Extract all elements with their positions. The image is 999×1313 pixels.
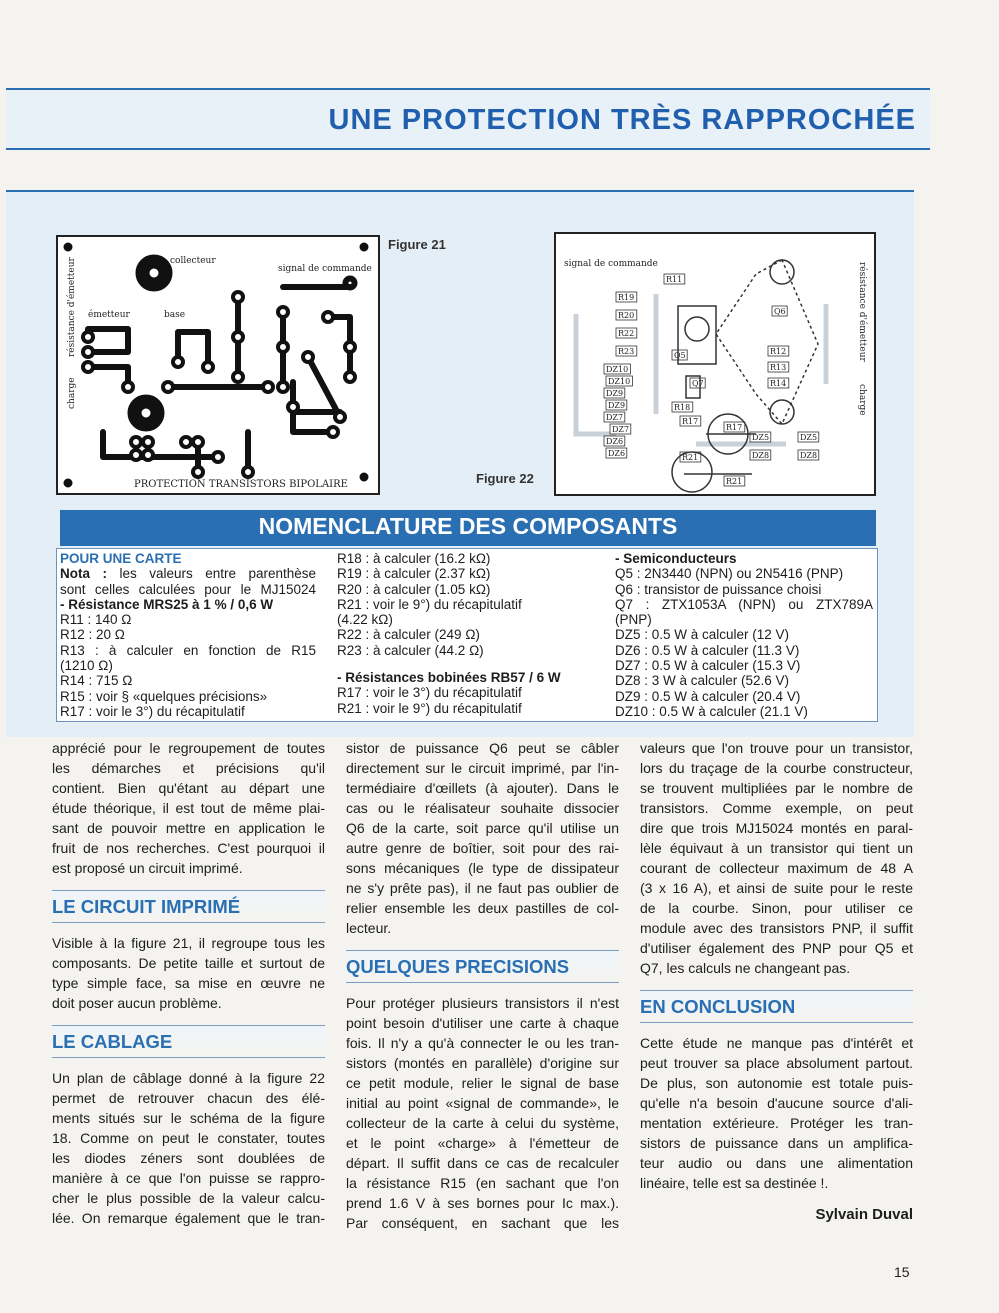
part-label: DZ5 bbox=[752, 433, 770, 442]
text-line: dire que trois MJ15024 montés en paral- bbox=[640, 820, 913, 836]
nom-item: (1210 Ω) bbox=[60, 658, 113, 674]
text-line: termédiaire d'œillets (à ajouter). Dans le bbox=[346, 780, 619, 796]
text-line: courant de collecteur maximum de 48 A bbox=[640, 860, 913, 876]
text-line: autre genre de boîtier, soit pour des rai- bbox=[346, 840, 619, 856]
heading-circuit-imprime: LE CIRCUIT IMPRIMÉ bbox=[52, 890, 325, 923]
nom-semi-heading: - Semiconducteurs bbox=[615, 551, 737, 566]
nom-item: R23 : à calculer (44.2 Ω) bbox=[337, 642, 484, 658]
text-line: ments situés sur le schéma de la figure bbox=[52, 1110, 325, 1126]
paragraph-precisions bbox=[346, 993, 619, 1233]
nom-item: (PNP) bbox=[615, 612, 652, 628]
part-label: DZ6 bbox=[608, 449, 626, 458]
nomenclature-title: NOMENCLATURE DES COMPOSANTS bbox=[258, 513, 678, 539]
text-line: sistors de puissance dans un amplifica- bbox=[640, 1135, 913, 1151]
text-line: prend 1.6 V à ses bornes pour Ic max.). bbox=[346, 1195, 619, 1211]
text-line: et le point «charge» à l'émetteur de bbox=[346, 1135, 619, 1151]
article-col-3 bbox=[640, 738, 913, 1225]
text-line: directement sur le circuit imprimé, par l'in- bbox=[346, 760, 619, 776]
text-line: initial au point «signal de commande», le bbox=[346, 1095, 619, 1111]
text-line: composants. De petite taille et surtout de bbox=[52, 955, 325, 971]
part-label: R13 bbox=[770, 363, 787, 372]
text-line: type simple face, sa mise en œuvre ne bbox=[52, 975, 325, 991]
part-label: R12 bbox=[770, 347, 787, 356]
part-label: DZ10 bbox=[606, 365, 629, 374]
text-line: lors du traçage de la courbe constructeur, bbox=[640, 760, 913, 776]
part-label: Q6 bbox=[774, 307, 786, 316]
nom-item: DZ8 : 3 W à calculer (52.6 V) bbox=[615, 673, 790, 689]
text-line: sons mécaniques (le type de dissipateur bbox=[346, 860, 619, 876]
text-line: cas ou le réalisateur souhaite dissocier bbox=[346, 800, 619, 816]
title-band bbox=[6, 88, 930, 150]
part-label: R22 bbox=[618, 329, 635, 338]
part-label: R23 bbox=[618, 347, 635, 356]
nom-item: R19 : à calculer (2.37 kΩ) bbox=[337, 566, 491, 582]
nomenclature-col-3 bbox=[615, 551, 873, 719]
text-line: fruit de nos recherches. C'est pourquoi il bbox=[52, 840, 325, 856]
part-label: R14 bbox=[770, 379, 787, 388]
fig22-signal-label: signal de commande bbox=[564, 259, 658, 269]
part-label: DZ9 bbox=[606, 389, 624, 398]
fig21-charge-label: charge bbox=[67, 377, 77, 409]
nom-resist-heading: - Résistance MRS25 à 1 % / 0,6 W bbox=[60, 596, 274, 612]
text-line: la résistance R15 (en sachant que l'on bbox=[346, 1175, 619, 1191]
nom-item: R14 : 715 Ω bbox=[60, 673, 133, 689]
part-label: DZ8 bbox=[752, 451, 770, 460]
part-label: R18 bbox=[674, 403, 691, 412]
part-label: R19 bbox=[618, 293, 635, 302]
fig21-collecteur-label: collecteur bbox=[170, 256, 216, 266]
text-line: collecteur de la carte à celui du système, bbox=[346, 1115, 619, 1131]
heading-cablage: LE CABLAGE bbox=[52, 1025, 325, 1058]
heading-quelques-precisions: QUELQUES PRECISIONS bbox=[346, 950, 619, 983]
author: Sylvain Duval bbox=[815, 1206, 913, 1223]
nom-item: R21 : voir le 9°) du récapitulatif bbox=[337, 596, 522, 612]
nom-item: DZ5 : 0.5 W à calculer (12 V) bbox=[615, 627, 790, 643]
text-line: peut trouver sa place absolument partout. bbox=[640, 1055, 913, 1071]
nom-nota-line1: Nota : les valeurs entre parenthèse bbox=[60, 566, 316, 582]
text-line: 18. Comme on peut le constater, toutes bbox=[52, 1130, 325, 1146]
figure-22-wiring bbox=[554, 232, 876, 496]
text-line: Visible à la figure 21, il regroupe tous les bbox=[52, 935, 325, 951]
fig21-footer-label: PROTECTION TRANSISTORS BIPOLAIRE bbox=[134, 479, 348, 490]
nom-item: DZ7 : 0.5 W à calculer (15.3 V) bbox=[615, 658, 801, 674]
nom-item: Q7 : ZTX1053A (NPN) ou ZTX789A bbox=[615, 596, 873, 612]
text-line: linéaire, telle est sa destinée !. bbox=[640, 1175, 829, 1191]
nom-item: R11 : 140 Ω bbox=[60, 612, 132, 628]
nom-item: DZ9 : 0.5 W à calculer (20.4 V) bbox=[615, 688, 801, 704]
nom-item: Q6 : transistor de puissance choisi bbox=[615, 581, 822, 597]
fig21-resistance-label: résistance d'émetteur bbox=[67, 257, 77, 357]
paragraph-conclusion bbox=[640, 1033, 913, 1193]
text-line: ne s'y prête pas), il ne faut pas oublier de bbox=[346, 880, 619, 896]
fig21-base-label: base bbox=[164, 310, 186, 320]
nomenclature-col-1 bbox=[60, 551, 316, 719]
nom-item: R13 : à calculer en fonction de R15 bbox=[60, 642, 316, 658]
nom-item: R12 : 20 Ω bbox=[60, 627, 125, 643]
fig22-charge-label: charge bbox=[857, 384, 867, 416]
nom-item: R15 : voir § «quelques précisions» bbox=[60, 688, 268, 704]
nom-item: R20 : à calculer (1.05 kΩ) bbox=[337, 581, 491, 597]
fig21-signal-label: signal de commande bbox=[278, 264, 372, 274]
part-label: R11 bbox=[666, 275, 683, 284]
paragraph-q6 bbox=[346, 738, 619, 938]
pcb-drawing bbox=[58, 237, 378, 493]
text-line: les diodes zéners sont doublées de bbox=[52, 1150, 325, 1166]
wiring-drawing bbox=[556, 234, 874, 494]
text-line: Un plan de câblage donné à la figure 22 bbox=[52, 1070, 325, 1086]
page-title: UNE PROTECTION TRÈS RAPPROCHÉE bbox=[328, 104, 916, 136]
nom-item: R22 : à calculer (249 Ω) bbox=[337, 627, 480, 643]
paragraph-intro bbox=[52, 738, 325, 878]
nom-bobinee-heading: - Résistances bobinées RB57 / 6 W bbox=[337, 670, 561, 686]
text-line: relier ensemble les deux pastilles de col- bbox=[346, 900, 619, 916]
nom-nota-line2: sont celles calculées pour le MJ15024 bbox=[60, 581, 316, 597]
text-line: apprécié pour le regroupement de toutes bbox=[52, 740, 325, 756]
part-label: R20 bbox=[618, 311, 635, 320]
nom-item: R18 : à calculer (16.2 kΩ) bbox=[337, 551, 491, 566]
nom-item: Q5 : 2N3440 (NPN) ou 2N5416 (PNP) bbox=[615, 566, 844, 582]
text-line: valeurs que l'on trouve pour un transistor, bbox=[640, 740, 913, 756]
text-line: Q7, les calculs ne changeant pas. bbox=[640, 960, 851, 976]
text-line: d'utiliser également des PNP pour Q5 et bbox=[640, 940, 913, 956]
text-line: De plus, son autonomie est totale puis- bbox=[640, 1075, 913, 1091]
text-line: lée. On remarque également que le tran- bbox=[52, 1210, 325, 1226]
article-col-2 bbox=[346, 738, 619, 1233]
part-label: R21 bbox=[682, 453, 699, 462]
part-label: DZ5 bbox=[800, 433, 818, 442]
text-line: doit poser aucun problème. bbox=[52, 995, 222, 1011]
nom-item: R17 : voir le 3°) du récapitulatif bbox=[337, 685, 522, 701]
part-label: Q5 bbox=[674, 351, 686, 360]
article-col-1 bbox=[52, 738, 325, 1228]
part-label: DZ8 bbox=[800, 451, 818, 460]
fig21-emetteur-label: émetteur bbox=[88, 310, 130, 320]
nom-item: (4.22 kΩ) bbox=[337, 612, 393, 628]
text-line: Par conséquent, en sachant que les bbox=[346, 1215, 619, 1231]
text-line: Pour protéger plusieurs transistors il n'est bbox=[346, 995, 619, 1011]
part-label: DZ10 bbox=[608, 377, 631, 386]
part-label: R21 bbox=[726, 477, 743, 486]
fig22-resistance-label: résistance d'émetteur bbox=[857, 262, 867, 362]
nom-item: R21 : voir le 9°) du récapitulatif bbox=[337, 700, 522, 716]
text-line: point besoin d'utiliser une carte à chaque bbox=[346, 1015, 619, 1031]
paragraph-cablage bbox=[52, 1068, 325, 1228]
text-line: départ. Il suffit dans ce cas de recalculer bbox=[346, 1155, 619, 1171]
figure-21-pcb bbox=[56, 235, 380, 495]
text-line: sistors (montés en parallèle) d'origine sur bbox=[346, 1055, 619, 1071]
text-line: cher le plus possible de la valeur calcu- bbox=[52, 1190, 325, 1206]
text-line: de la courbe. Sinon, pour utiliser ce bbox=[640, 900, 913, 916]
part-label: R17 bbox=[682, 417, 699, 426]
text-line: mentation extérieure. Protéger les tran- bbox=[640, 1115, 913, 1131]
nom-item: DZ6 : 0.5 W à calculer (11.3 V) bbox=[615, 642, 800, 658]
part-label: R17 bbox=[726, 423, 743, 432]
text-line: manière à ce que l'on puisse se rappro- bbox=[52, 1170, 325, 1186]
paragraph-valeurs bbox=[640, 738, 913, 978]
text-line: contient. Bien qu'étant au départ une bbox=[52, 780, 325, 796]
text-line: sistor de puissance Q6 peut se câbler bbox=[346, 740, 619, 756]
text-line: permet de retrouver chacun des élé- bbox=[52, 1090, 325, 1106]
text-line: teur audio ou dans une alimentation bbox=[640, 1155, 913, 1171]
text-line: (3 x 16 A), et ainsi de suite pour le reste bbox=[640, 880, 913, 896]
heading-en-conclusion: EN CONCLUSION bbox=[640, 990, 913, 1023]
nomenclature-box bbox=[56, 548, 878, 722]
part-label: DZ7 bbox=[606, 413, 624, 422]
text-line: se trouvent multipliées par le nombre de bbox=[640, 780, 913, 796]
text-line: lèle équivaut à un transistor qui tient un bbox=[640, 840, 913, 856]
text-line: fois. Il n'y a qu'à connecter le ou les tran- bbox=[346, 1035, 619, 1051]
nom-item: R17 : voir le 3°) du récapitulatif bbox=[60, 703, 245, 719]
nomenclature-band bbox=[60, 510, 876, 546]
text-line: Cette étude ne manque pas d'intérêt et bbox=[640, 1035, 913, 1051]
text-line: est proposé un circuit imprimé. bbox=[52, 860, 243, 876]
part-label: DZ6 bbox=[606, 437, 624, 446]
page-number: 15 bbox=[894, 1264, 910, 1280]
part-label: DZ9 bbox=[608, 401, 626, 410]
nomenclature-col-2 bbox=[337, 551, 587, 716]
part-label: Q7 bbox=[692, 379, 704, 388]
nom-item: DZ10 : 0.5 W à calculer (21.1 V) bbox=[615, 703, 808, 719]
text-line: ce petit module, relier le signal de base bbox=[346, 1075, 619, 1091]
text-line: sant de pouvoir mettre en application le bbox=[52, 820, 325, 836]
text-line: étude théorique, il est tout de même plai- bbox=[52, 800, 325, 816]
text-line: module avec des transistors PNP, il suffit bbox=[640, 920, 913, 936]
part-label: DZ7 bbox=[612, 425, 630, 434]
text-line: les démarches et précisions qu'il bbox=[52, 760, 325, 776]
text-line: transistors. Comme exemple, on peut bbox=[640, 800, 913, 816]
text-line: qu'elle n'a besoin d'aucune source d'ali- bbox=[640, 1095, 913, 1111]
figure-22-caption: Figure 22 bbox=[476, 471, 534, 486]
text-line: Q6 de la carte, soit parce qu'il utilise un bbox=[346, 820, 619, 836]
figure-21-caption: Figure 21 bbox=[388, 237, 446, 252]
nom-heading-carte: POUR UNE CARTE bbox=[60, 551, 182, 566]
paragraph-circuit bbox=[52, 933, 325, 1013]
text-line: lecteur. bbox=[346, 920, 392, 936]
